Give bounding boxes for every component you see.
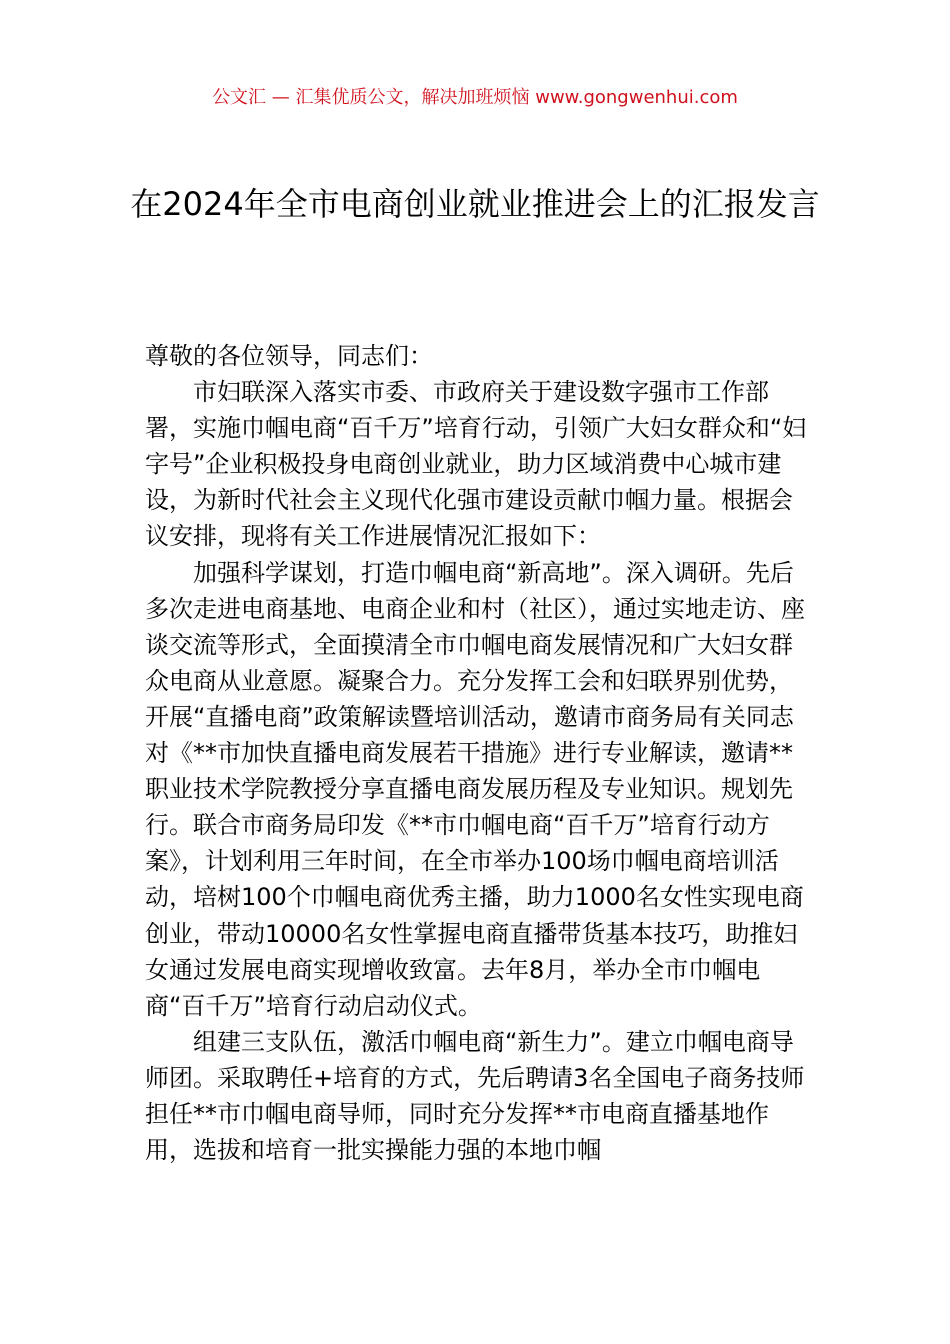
paragraph-intro: 市妇联深入落实市委、市政府关于建设数字强市工作部署，实施巾帼电商“百千万”培育行动，引领广大妇女群众和“妇字号”企业积极投身电商创业就业，助力区域消费中心城市建设，为新时代社会主义现代化强市建设贡献巾帼力量。根据会议安排，现将有关工作进展情况汇报如下：: [145, 378, 807, 551]
paragraph-teams: 组建三支队伍，激活巾帼电商“新生力”。建立巾帼电商导师团。采取聘任+培育的方式，先后聘请3名全国电子商务技师担任**市巾帼电商导师，同时充分发挥**市电商直播基地作用，选拔和培育一批实操能力强的本地巾帼: [145, 1027, 805, 1165]
salutation: 尊敬的各位领导，同志们：: [145, 342, 433, 370]
document-body: [145, 338, 810, 1168]
document-title: 在2024年全市电商创业就业推进会上的汇报发言: [130, 185, 820, 223]
paragraph-planning: 加强科学谋划，打造巾帼电商“新高地”。深入调研。先后多次走进电商基地、电商企业和村（社区），通过实地走访、座谈交流等形式，全面摸清全市巾帼电商发展情况和广大妇女群众电商从业意愿。凝聚合力。充分发挥工会和妇联界别优势，开展“直播电商”政策解读暨培训活动，邀请市商务局有关同志对《**市加快直播电商发展若干措施》进行专业解读，邀请**职业技术学院教授分享直播电商发展历程及专业知识。规划先行。联合市商务局印发《**市巾帼电商“百千万”培育行动方案》，计划利用三年时间，在全市举办100场巾帼电商培训活动，培树100个巾帼电商优秀主播，助力1000名女性实现电商创业，带动10000名女性掌握电商直播带货基本技巧，助推妇女通过发展电商实现增收致富。去年8月，举办全市巾帼电商“百千万”培育行动启动仪式。: [145, 558, 805, 1020]
header-watermark-note: 公文汇 — 汇集优质公文，解决加班烦恼 www.gongwenhui.com: [212, 87, 738, 108]
